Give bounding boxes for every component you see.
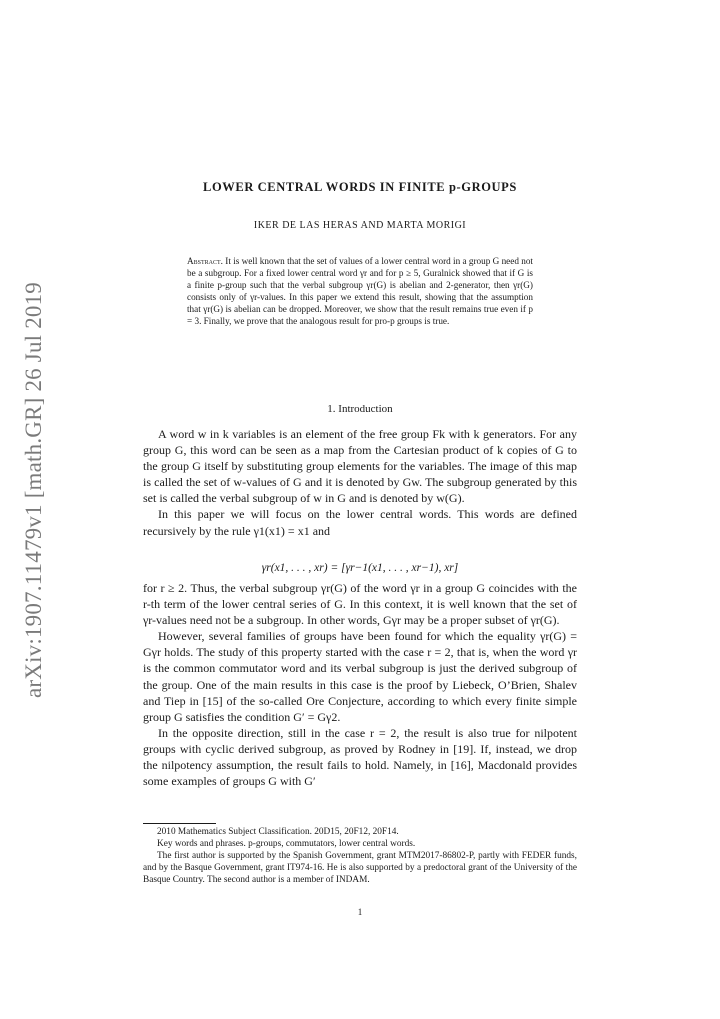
paragraph-1: A word w in k variables is an element of the free group Fk with k generators. For any group G, this word can be seen as a map from the Cartesian product of k copies of G to the group G itself by substituting group elements for the variables. The image of this map is called the set of w-values of G and it is denoted by Gw. The subgroup generated by this set is called the verbal subgroup of w in G and is denoted by w(G).	[143, 427, 577, 506]
section-heading: 1. Introduction	[327, 403, 393, 415]
page-number: 1	[357, 907, 363, 917]
abstract-label: Abstract.	[187, 256, 223, 266]
footnote-keywords: Key words and phrases. p-groups, commutators, lower central words.	[157, 839, 416, 849]
paragraph-2: In this paper we will focus on the lower central words. This words are defined recursively by the rule γ1(x1) = x1 and	[143, 507, 577, 538]
footnotes	[143, 826, 577, 886]
abstract-text: It is well known that the set of values of a lower central word in a group G need not be a subgroup. For a fixed lower central word γr and for p ≥ 5, Guralnick showed that if G is a finite p-group such that the verbal subgroup γr(G) is abelian and 2-generator, then γr(G) consists only of γr-values. In this paper we extend this result, showing that the assumption that γr(G) is abelian can be dropped. Moreover, we show that the result remains true even if p = 3. Finally, we prove that the analogous result for pro-p groups is true.	[187, 256, 533, 327]
body-text-bottom	[143, 580, 577, 789]
equation-lower-central-word: γr(x1, . . . , xr) = [γr−1(x1, . . . , xr−1), xr]	[261, 562, 459, 574]
paper-authors: IKER DE LAS HERAS AND MARTA MORIGI	[253, 220, 467, 231]
abstract	[187, 255, 533, 328]
paper-title: LOWER CENTRAL WORDS IN FINITE p-GROUPS	[203, 180, 517, 194]
arxiv-identifier-text: arXiv:1907.11479v1 [math.GR] 26 Jul 2019	[21, 281, 46, 699]
footnote-rule	[143, 823, 216, 824]
footnote-msc: 2010 Mathematics Subject Classification. 20D15, 20F12, 20F14.	[157, 827, 399, 837]
footnote-funding: The first author is supported by the Spanish Government, grant MTM2017-86802-P, partly with FEDER funds, and by the Basque Government, grant IT974-16. He is also supported by a predoctoral grant of the University of the Basque Country. The second author is a member of INDAM.	[143, 851, 577, 885]
paragraph-4: However, several families of groups have been found for which the equality γr(G) = Gγr holds. The study of this property started with the case r = 2, that is, when the word γr is the common commutator word and its verbal subgroup is just the derived subgroup of the group. One of the main results in this case is the proof by Liebeck, O’Brien, Shalev and Tiep in [15] of the so-called Ore Conjecture, according to which every finite simple group G satisfies the condition G′ = Gγ2.	[143, 629, 577, 724]
paragraph-3: for r ≥ 2. Thus, the verbal subgroup γr(G) of the word γr in a group G coincides with the r-th term of the lower central series of G. In this context, it is well known that the set of γr-values need not be a subgroup. In other words, Gγr may be a proper subset of γr(G).	[143, 581, 577, 628]
paragraph-5: In the opposite direction, still in the case r = 2, the result is also true for nilpotent groups with cyclic derived subgroup, as proved by Rodney in [19]. If, instead, we drop the nilpotency assumption, the result fails to hold. Namely, in [16], Macdonald provides some examples of groups G with G′	[143, 725, 577, 789]
body-text-top	[143, 426, 577, 539]
